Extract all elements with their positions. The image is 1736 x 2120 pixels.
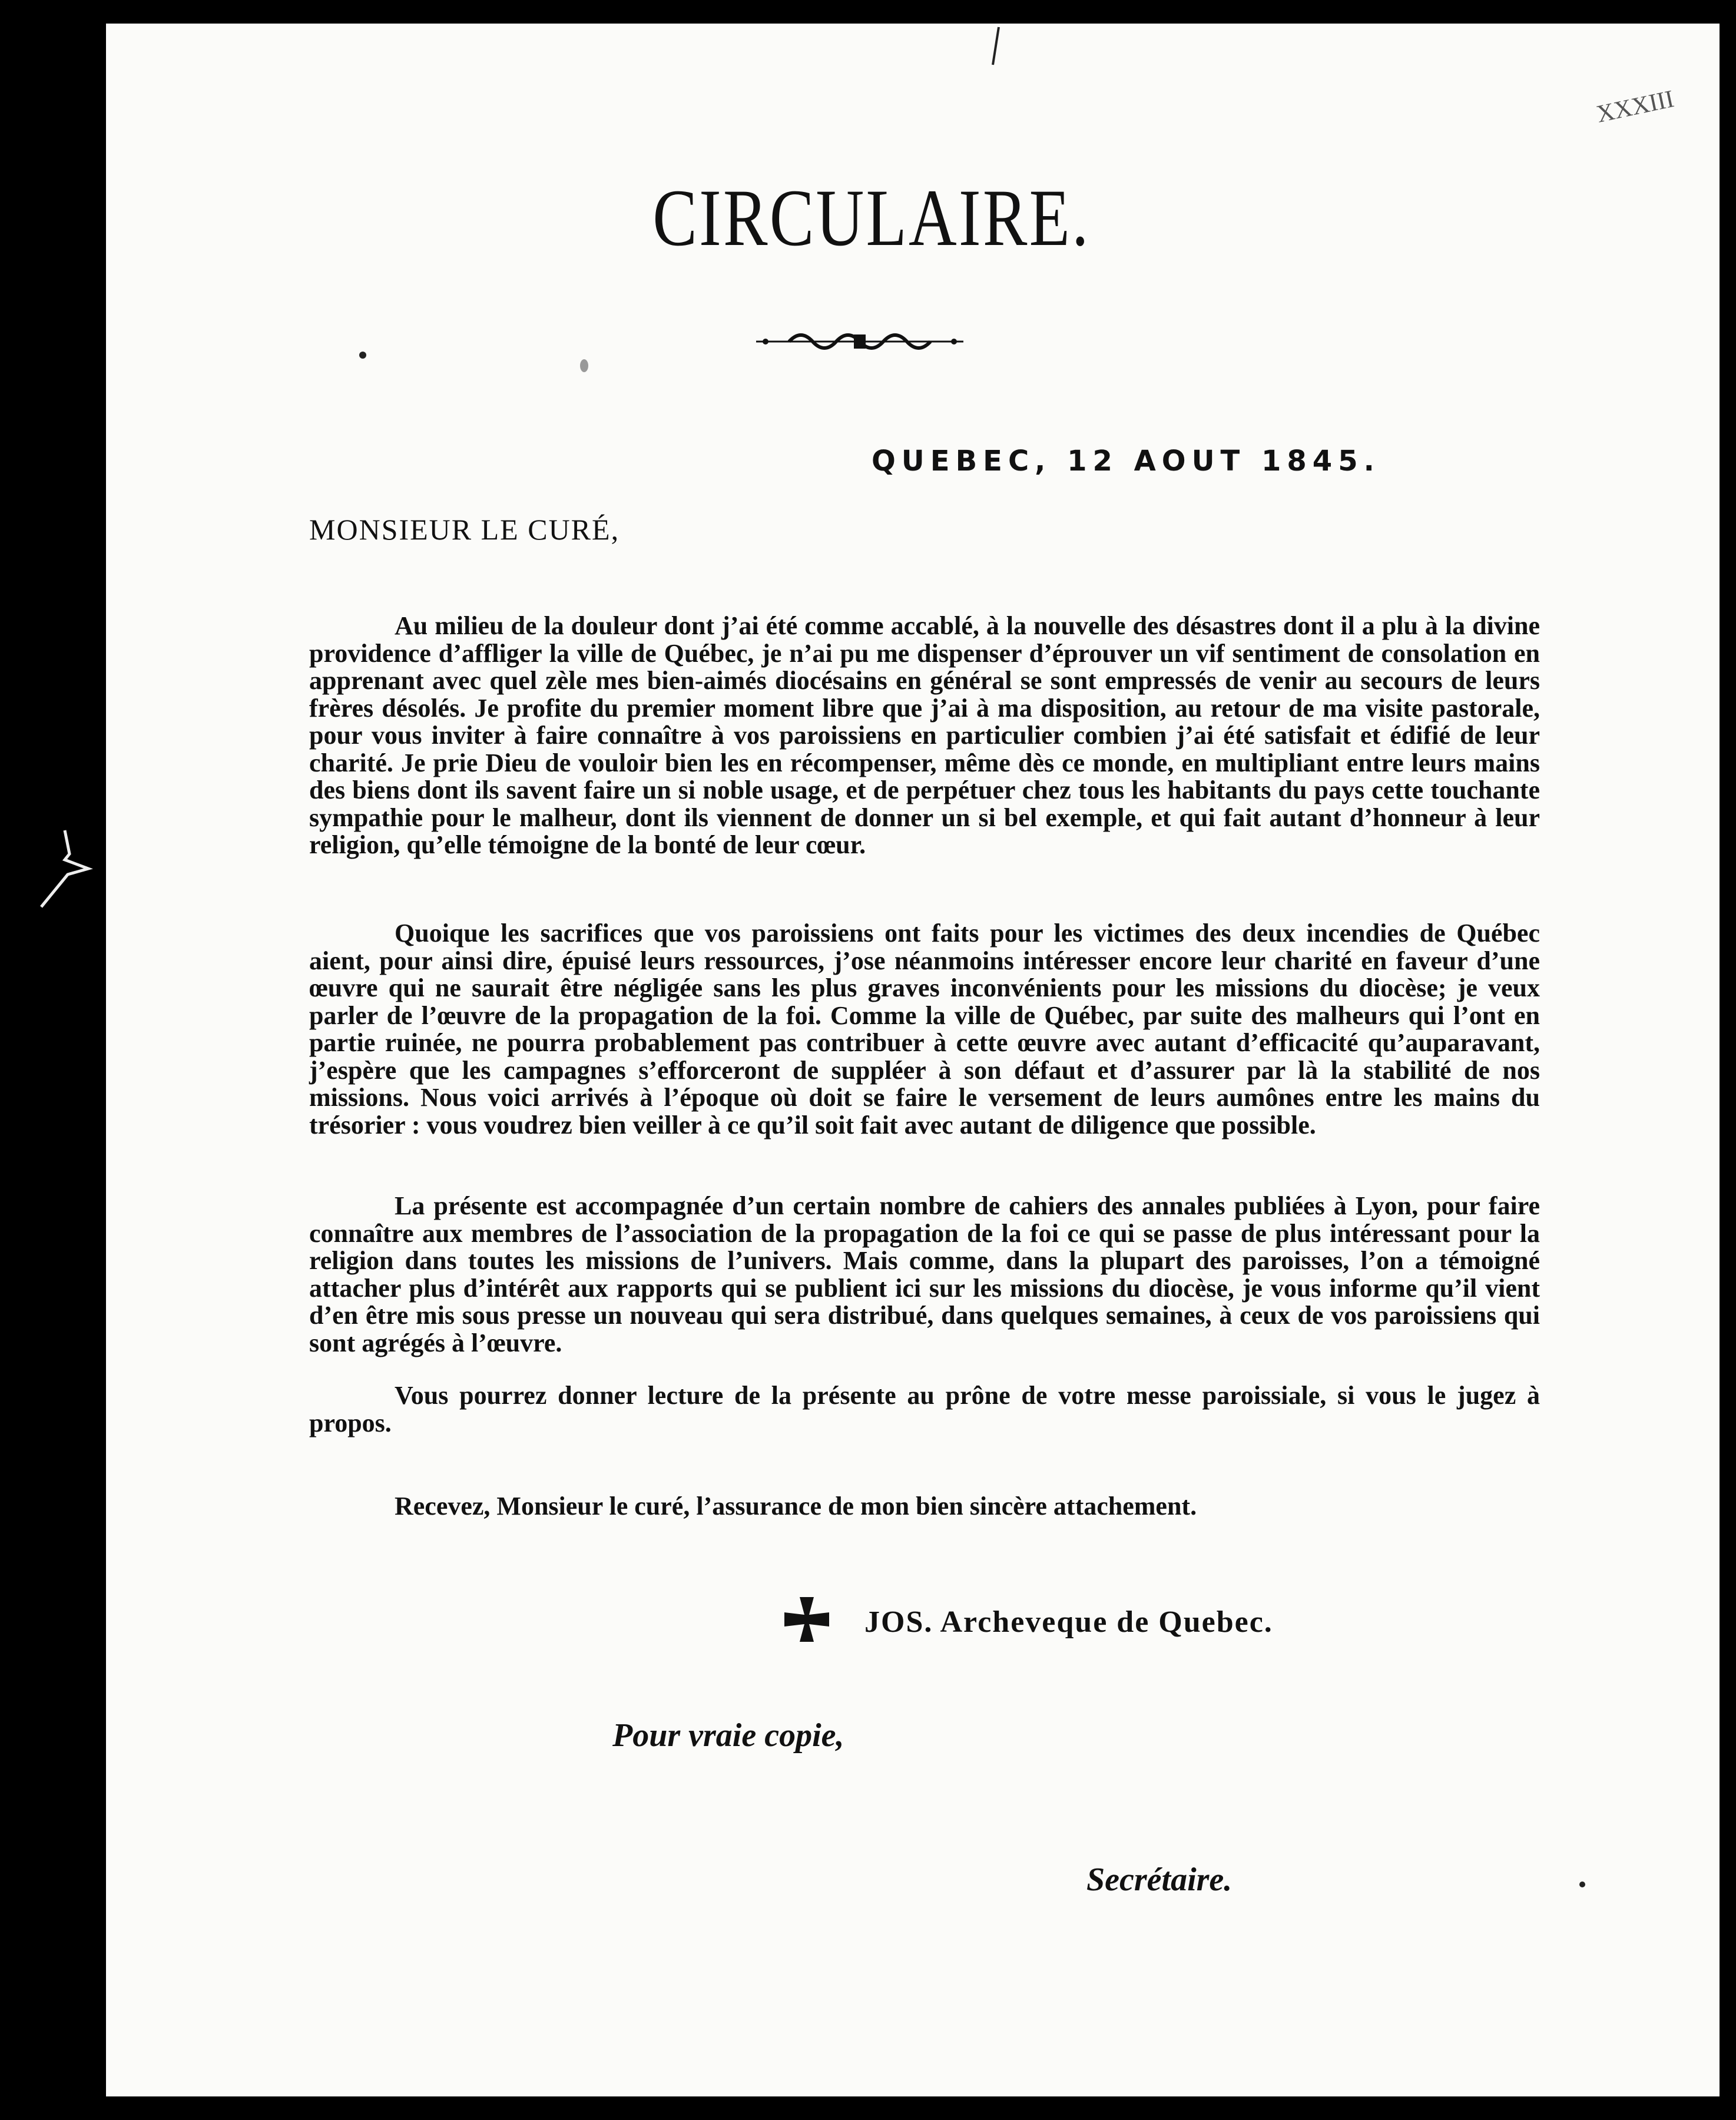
- pen-tick-mark: [983, 24, 1007, 71]
- body-paragraph: Quoique les sacrifices que vos paroissiens ont faits pour les victimes des deux incendies de Québec aient, pour ainsi dire, épuisé leurs ressources, j’ose néanmoins intéresser encore leur charité en faveur d’une œuvre qui ne saurait être négligée sans les plus graves inconvénients pour les missions du diocèse; je veux parler de l’œuvre de la propagation de la foi. Comme la ville de Québec, par suite des malheurs qui l’ont en partie ruinée, ne pourra probablement pas contribuer à cette œuvre avec autant d’efficacité qu’auparavant, j’espère que les campagnes s’efforceront de suppléer à son défaut et d’assurer par là la stabilité de nos missions. Nous voici arrivés à l’époque où doit se faire le versement de leurs aumônes entre les mains du trésorier : vous voudrez bien veiller à ce qu’il soit fait avec autant de diligence que possible.: [309, 919, 1540, 1140]
- margin-annotation: [1589, 59, 1677, 141]
- svg-text:XXXIII: XXXIII: [1594, 85, 1677, 128]
- signature-line: JOS. Archeveque de Quebec.: [864, 1605, 1273, 1639]
- body-paragraph: La présente est accompagnée d’un certain nombre de cahiers des annales publiées à Lyon, pour faire connaître aux membres de l’association de la propagation de la foi ce qui se passe de plus intéressant pour la religion dans toutes les missions de l’univers. Mais comme, dans la plupart des paroisses, l’on a témoigné attacher plus d’intérêt aux rapports qui se publient ici sur les missions du diocèse, je vous informe qu’il vient d’en être mis sous presse un nouveau qui sera distribué, dans quelques semaines, à ceux de vos paroissiens qui sont agrégés à l’œuvre.: [309, 1191, 1540, 1357]
- cross-pattee-icon: [782, 1595, 831, 1644]
- ink-speck: [359, 352, 366, 359]
- dateline: QUEBEC, 12 AOUT 1845.: [872, 445, 1380, 478]
- body-paragraph: Vous pourrez donner lecture de la présente au prône de votre messe paroissiale, si vous le jugez à propos.: [309, 1381, 1540, 1437]
- salutation: MONSIEUR LE CURÉ,: [309, 513, 620, 546]
- margin-pen-mark: [0, 819, 106, 919]
- closing-line: Recevez, Monsieur le curé, l’assurance de mon bien sincère attachement.: [395, 1492, 1197, 1521]
- page-title: CIRCULAIRE.: [652, 173, 1091, 263]
- copy-note: Pour vraie copie,: [612, 1717, 844, 1754]
- document-page: [106, 24, 1720, 2096]
- secretary-label: Secrétaire.: [1086, 1861, 1233, 1898]
- decorative-rule-icon: [754, 324, 966, 359]
- ink-speck: [1579, 1882, 1585, 1887]
- ink-speck: [580, 359, 588, 372]
- body-paragraph: Au milieu de la douleur dont j’ai été comme accablé, à la nouvelle des désastres dont il a plu à la divine providence d’affliger la ville de Québec, je n’ai pu me dispenser d’éprouver un vif sentiment de consolation en apprenant avec quel zèle mes bien-aimés diocésains en général se sont empressés de venir au secours de leurs frères désolés. Je profite du premier moment libre que j’ai à ma disposition, au retour de ma visite pastorale, pour vous inviter à faire connaître à vos paroissiens en particulier combien j’ai été satisfait et édifié de leur charité. Je prie Dieu de vouloir bien les en récompenser, même dès ce monde, en multipliant entre leurs mains des biens dont ils savent faire un si noble usage, et de perpétuer chez tous les habitants du pays cette touchante sympathie pour le malheur, dont ils viennent de donner un si bel exemple, et qui fait autant d’honneur à leur religion, qu’elle témoigne de la bonté de leur cœur.: [309, 611, 1540, 859]
